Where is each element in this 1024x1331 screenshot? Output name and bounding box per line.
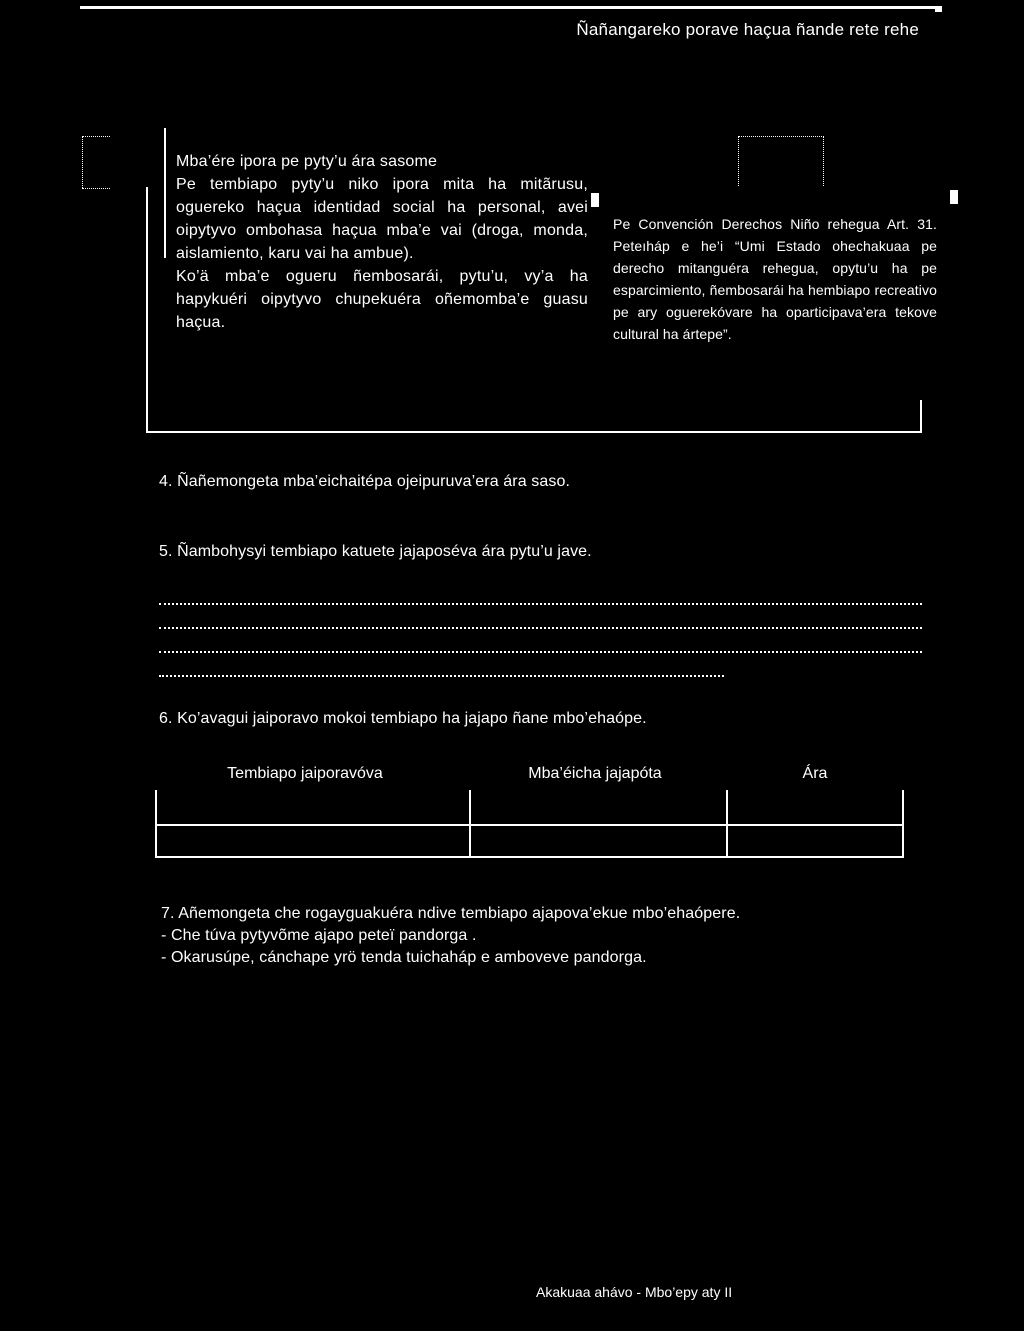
info-box-right-text: Pe Convención Derechos Niño rehegua Art. 31. Peteıháp e he’i “Umi Estado ohechakuaa pe derecho mitanguéra rehegua, opytu’u ha pe esparcimiento, ñembosarái ha hembiapo recreativo pe ary oguerekóvare ha oparticipava’era tekove cultural ha ártepe”. (613, 216, 937, 342)
question-4: 4. Ñañemongeta mba’eichaitépa ojeipuruva’era ára saso. (159, 473, 570, 490)
info-box-paragraph-2: Ko’ä mba’e ogueru ñembosarái, pytu’u, vy’a ha hapykuéri oipytyvo chupekuéra oñemomba’e guasu haçua. (176, 268, 588, 331)
dotted-bracket-bottom (82, 188, 110, 189)
info-box-left-border (164, 128, 166, 258)
info-box-left-text (176, 150, 588, 334)
table-header-activity: Tembiapo jaiporavóva (227, 765, 383, 782)
table-header-method: Mba’éicha jajapóta (528, 765, 662, 782)
answer-line-4[interactable] (159, 675, 724, 677)
answer-line-3[interactable] (159, 651, 922, 653)
info-box-right-border (920, 400, 922, 433)
answer-line-1[interactable] (159, 603, 922, 605)
top-border-corner (935, 6, 942, 12)
table-header-day: Ára (802, 765, 828, 782)
table-hline-mid (155, 824, 904, 826)
dotted-bracket-side (82, 136, 83, 188)
info-box-heading: Mba’ére ipora pe pyty’u ára sasome (176, 153, 438, 170)
question-7-item-2: - Okarusúpe, cánchape yrö tenda tuichaháp e amboveve pandorga. (161, 949, 647, 966)
page-footer: Akakuaa ahávo - Mbo’epy aty II (536, 1284, 733, 1300)
question-7-item-1: - Che túva pytyvõme ajapo peteï pandorga . (161, 927, 477, 944)
question-7 (161, 903, 740, 969)
dotted-bracket-right-top (738, 136, 824, 137)
question-6: 6. Ko’avagui jaiporavo mokoi tembiapo ha jajapo ñane mbo’ehaópe. (159, 710, 647, 727)
info-box-bottom-border (146, 431, 922, 433)
table-hline-bottom (155, 856, 904, 858)
question-5: 5. Ñambohysyi tembiapo katuete jajaposéva ára pytu’u jave. (159, 543, 592, 560)
info-box-paragraph-1: Pe tembiapo pyty’u niko ipora mita ha mitãrusu, oguereko haçua identidad social ha personal, avei oipytyvo ombohasa haçua mba’e vai (droga, monda, aislamiento, karu vai ha ambue). (176, 176, 588, 262)
info-box-left-border-lower (146, 187, 148, 432)
dotted-bracket-right-right (823, 136, 824, 186)
corner-square-left (591, 193, 599, 207)
top-border (80, 6, 940, 9)
corner-square-right (950, 190, 958, 204)
page-header-title: Ñañangareko porave haçua ñande rete rehe (576, 20, 919, 39)
question-7-text: 7. Añemongeta che rogayguakuéra ndive tembiapo ajapova’ekue mbo’ehaópere. (161, 905, 741, 922)
dotted-bracket-right-left (738, 136, 739, 186)
answer-line-2[interactable] (159, 627, 922, 629)
dotted-bracket-top (82, 136, 110, 137)
